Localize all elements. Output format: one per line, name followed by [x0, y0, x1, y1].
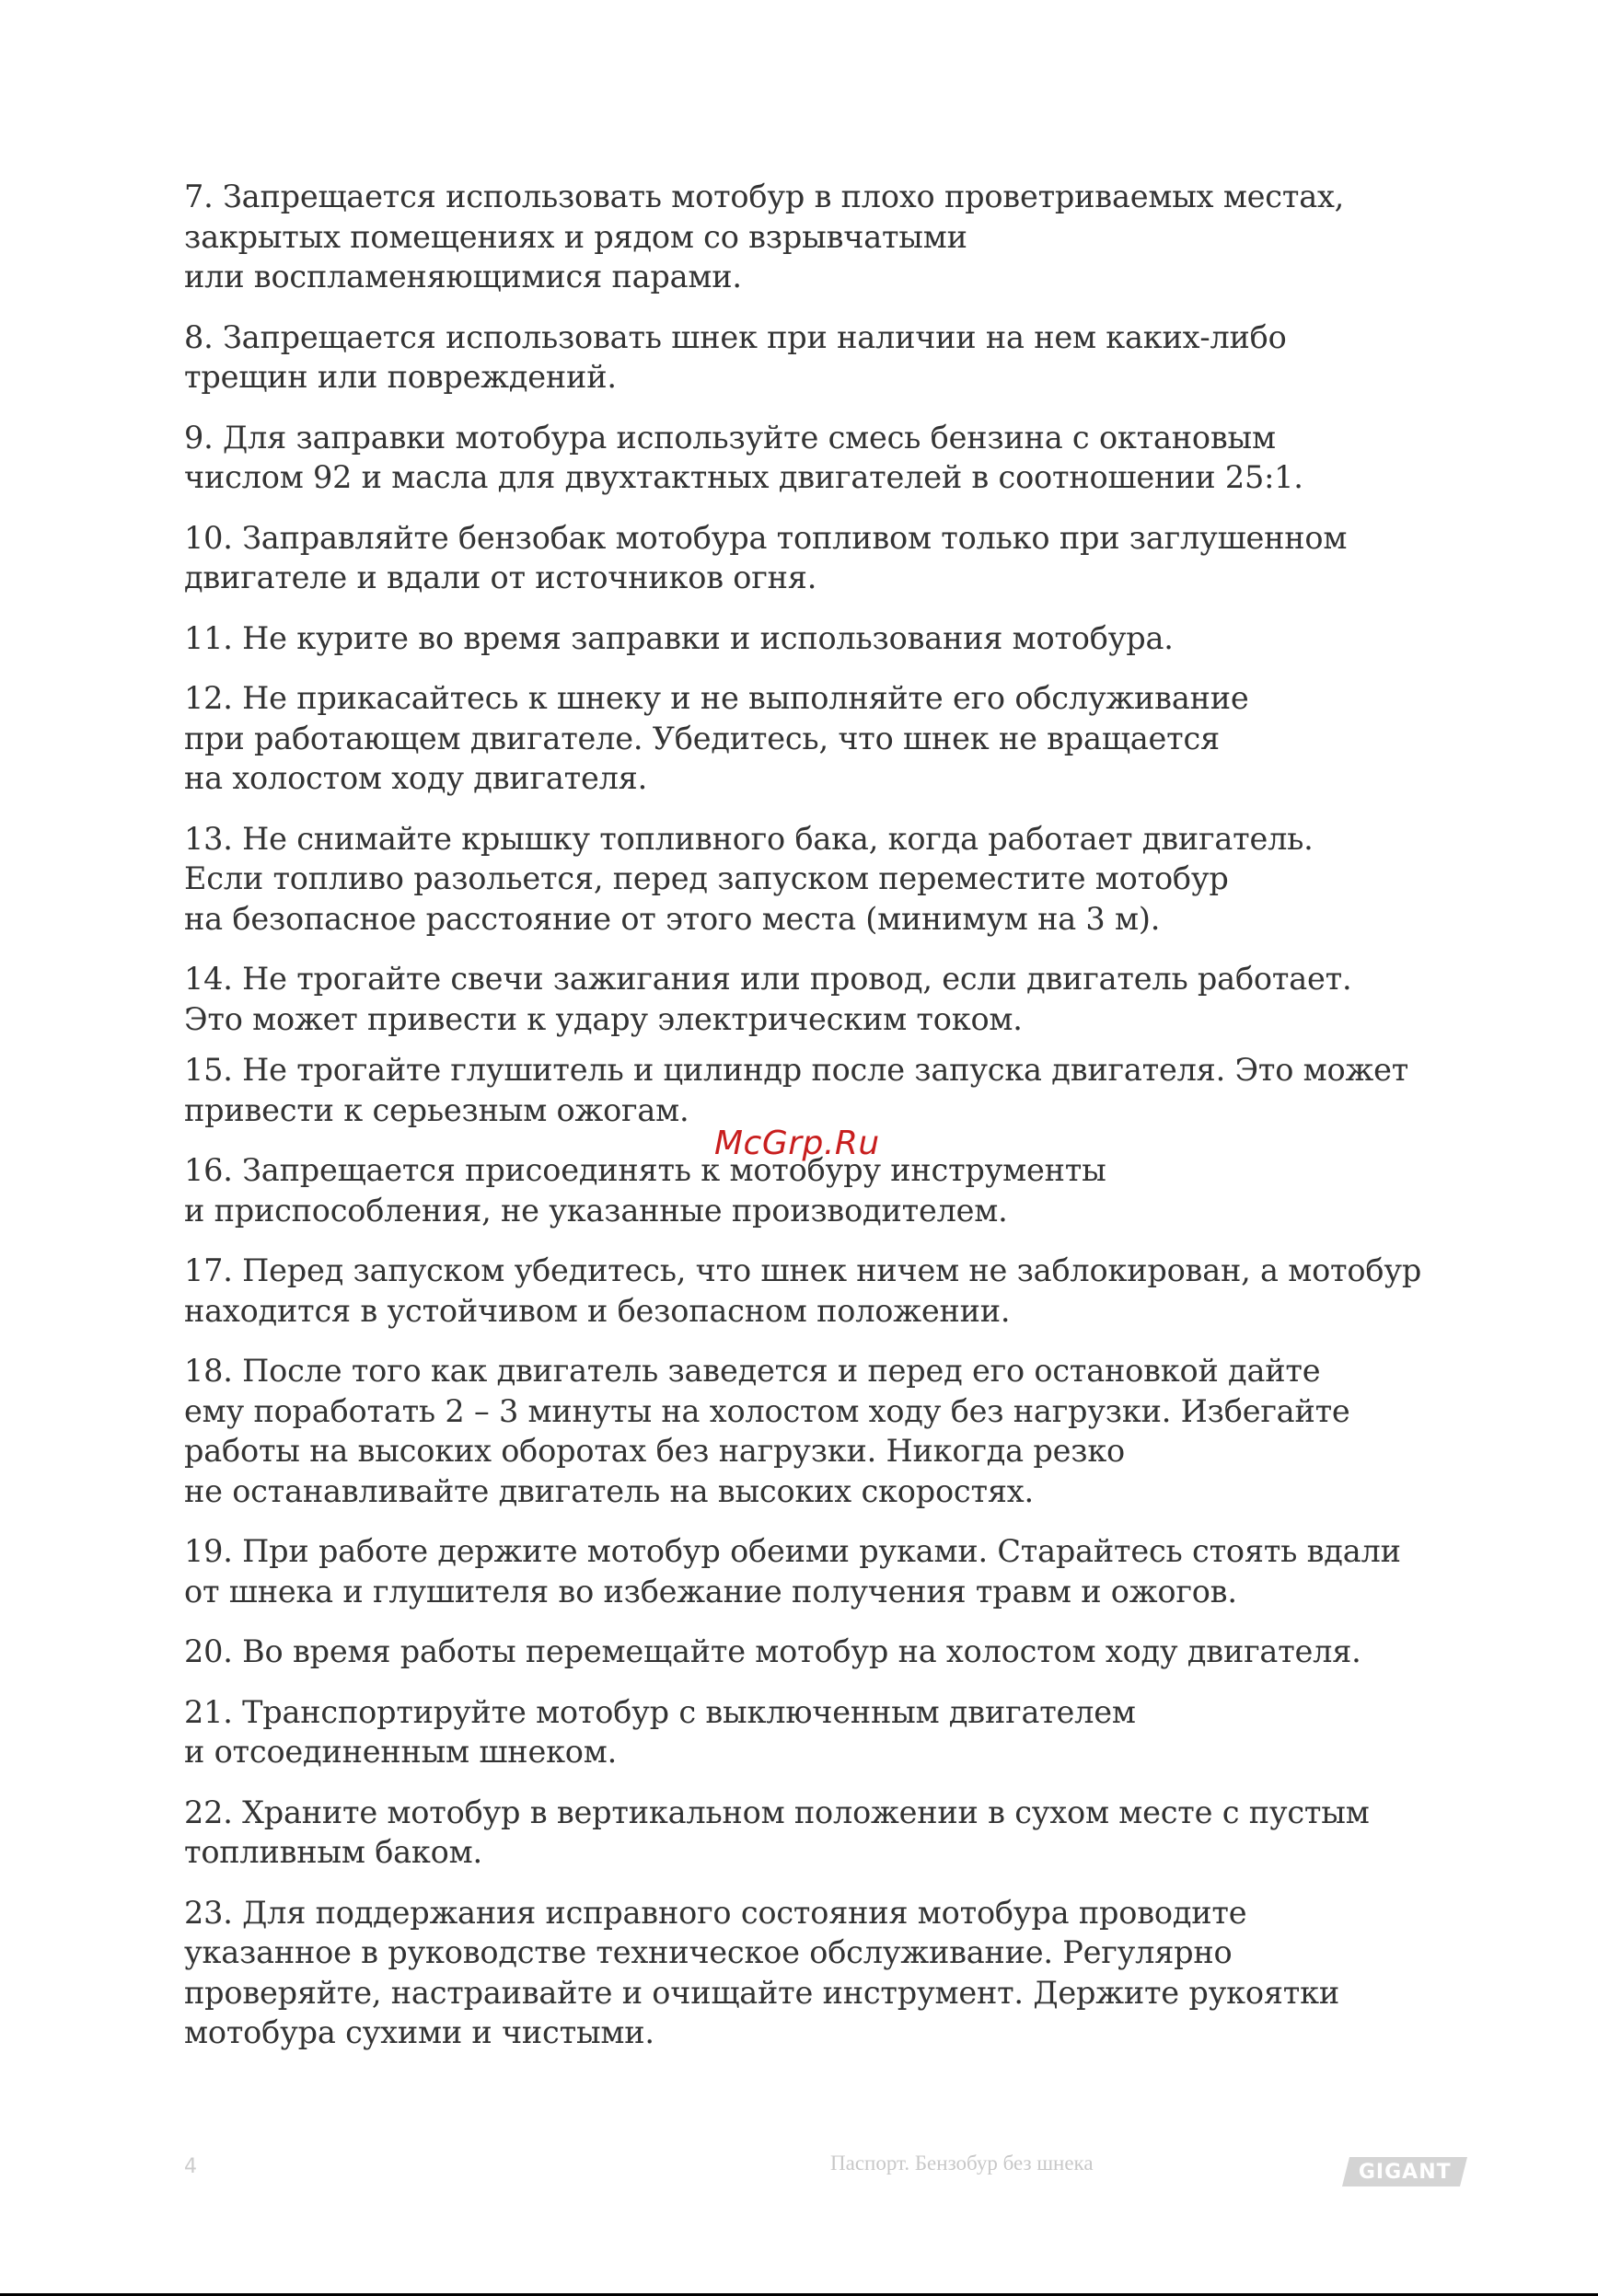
instruction-item-12: 12. Не прикасайтесь к шнеку и не выполняйте его обслуживание при работающем двигателе. Убедитесь, что шнек не вращается на холостом ходу двигателя. [184, 680, 1249, 796]
footer-title: Паспорт. Бензобур без шнека [830, 2152, 1094, 2175]
instruction-item-8: 8. Запрещается использовать шнек при наличии на нем каких-либо трещин или повреждений. [184, 318, 1287, 395]
instruction-item-9: 9. Для заправки мотобура используйте смесь бензина с октановым числом 92 и масла для двухтактных двигателей в соотношении 25:1. [184, 419, 1303, 495]
instruction-item-19: 19. При работе держите мотобур обеими руками. Старайтесь стоять вдали от шнека и глушителя во избежание получения травм и ожогов. [184, 1533, 1401, 1610]
watermark: McGrp.Ru [714, 1125, 880, 1162]
instruction-item-11: 11. Не курите во время заправки и использования мотобура. [184, 619, 1174, 656]
brand-logo-text: GIGANT [1358, 2160, 1452, 2184]
instruction-item-13: 13. Не снимайте крышку топливного бака, когда работает двигатель. Если топливо разольется, перед запуском переместите мотобур на безопасное расстояние от этого места (минимум на 3 м). [184, 820, 1314, 937]
instruction-item-23: 23. Для поддержания исправного состояния мотобура проводите указанное в руководстве техническое обслуживание. Регулярно проверяйте, настраивайте и очищайте инструмент. Держите рукоятки мотобура сухими и чистыми. [184, 1894, 1339, 2050]
instruction-item-22: 22. Храните мотобур в вертикальном положении в сухом месте с пустым топливным баком. [184, 1794, 1370, 1870]
instruction-item-7: 7. Запрещается использовать мотобур в плохо проветриваемых местах, закрытых помещениях и рядом со взрывчатыми или воспламеняющимися парами. [184, 179, 1345, 294]
instruction-item-16: 16. Запрещается присоединять к мотобуру инструменты и приспособления, не указанные производителем. [184, 1152, 1106, 1229]
instruction-item-15: 15. Не трогайте глушитель и цилиндр после запуска двигателя. Это может привести к серьезным ожогам. [184, 1052, 1409, 1128]
brand-logo [1342, 2157, 1467, 2186]
instruction-item-21: 21. Транспортируйте мотобур с выключенным двигателем и отсоединенным шнеком. [184, 1693, 1136, 1770]
instruction-item-18: 18. После того как двигатель заведется и перед его остановкой дайте ему поработать 2 – 3 минуты на холостом ходу без нагрузки. Избегайте работы на высоких оборотах без нагрузки. Никогда резко не останавливайте двигатель на высоких скоростях. [184, 1353, 1350, 1509]
instruction-item-17: 17. Перед запуском убедитесь, что шнек ничем не заблокирован, а мотобур находится в устойчивом и безопасном положении. [184, 1252, 1422, 1329]
instruction-item-10: 10. Заправляйте бензобак мотобура топливом только при заглушенном двигателе и вдали от источников огня. [184, 519, 1348, 595]
instruction-item-14: 14. Не трогайте свечи зажигания или провод, если двигатель работает. Это может привести к удару электрическим током. [184, 961, 1352, 1037]
page-number: 4 [184, 2155, 197, 2178]
instruction-item-20: 20. Во время работы перемещайте мотобур на холостом ходу двигателя. [184, 1633, 1361, 1669]
